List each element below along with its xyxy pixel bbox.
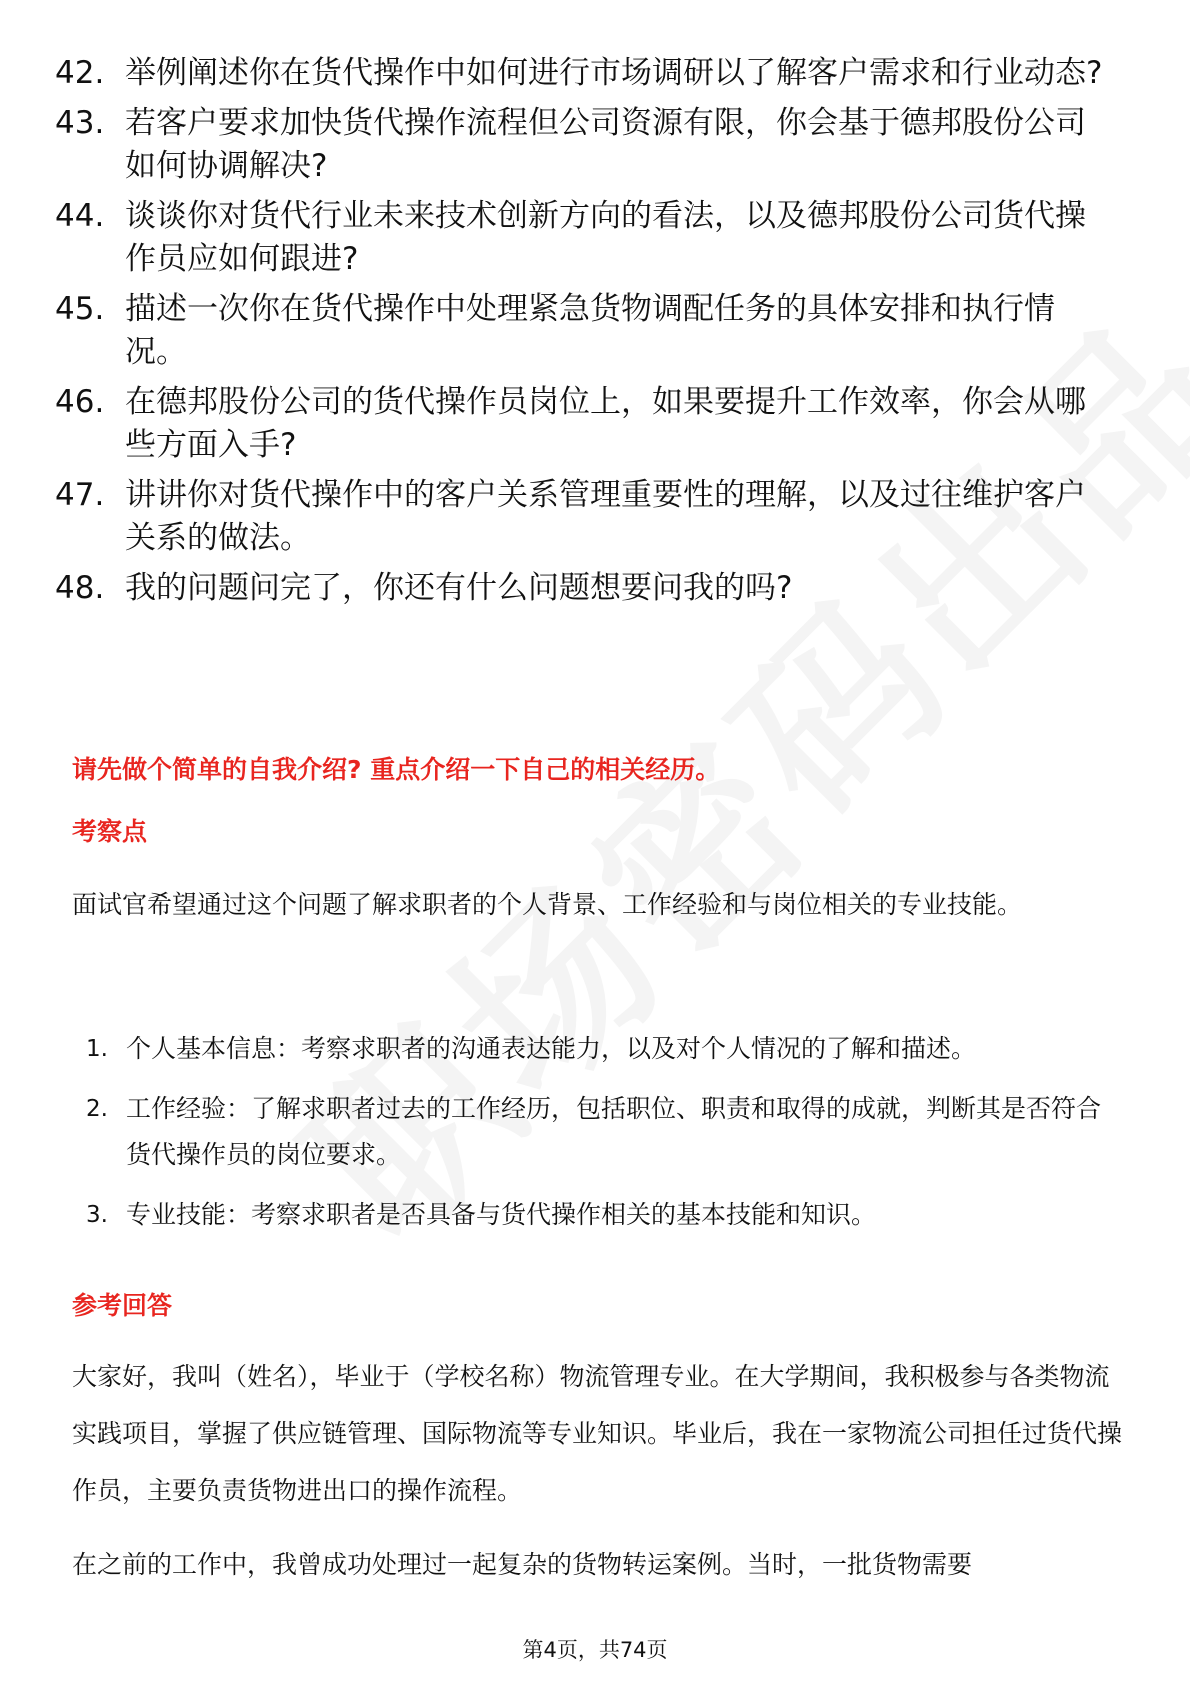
list-item — [55, 195, 1115, 281]
question-number: 48. — [55, 570, 105, 606]
list-item — [55, 288, 1115, 374]
list-item — [72, 1192, 1122, 1238]
question-number: 42. — [55, 55, 105, 91]
answer-paragraph-2: 在之前的工作中，我曾成功处理过一起复杂的货物转运案例。当时，一批货物需要 — [72, 1550, 973, 1579]
list-item — [55, 381, 1115, 467]
section-label-focus: 考察点 — [72, 817, 148, 846]
item-text: 个人基本信息：考察求职者的沟通表达能力，以及对个人情况的了解和描述。 — [126, 1034, 977, 1063]
highlight-question: 请先做个简单的自我介绍? 重点介绍一下自己的相关经历。 — [72, 755, 721, 784]
item-text: 工作经验：了解求职者过去的工作经历，包括职位、职责和取得的成就，判断其是否符合货代操作员的岗位要求。 — [126, 1094, 1102, 1169]
question-text: 描述一次你在货代操作中处理紧急货物调配任务的具体安排和执行情况。 — [125, 291, 1055, 370]
question-list — [55, 52, 1115, 617]
focus-point-list — [72, 1026, 1122, 1252]
question-text: 举例阐述你在货代操作中如何进行市场调研以了解客户需求和行业动态? — [125, 55, 1103, 91]
question-number: 44. — [55, 198, 105, 234]
item-number: 2. — [86, 1096, 108, 1122]
question-text: 在德邦股份公司的货代操作员岗位上，如果要提升工作效率，你会从哪些方面入手? — [125, 384, 1086, 463]
page-footer: 第4页，共74页 — [522, 1638, 668, 1662]
question-text: 我的问题问完了，你还有什么问题想要问我的吗? — [125, 570, 793, 606]
question-text: 若客户要求加快货代操作流程但公司资源有限，你会基于德邦股份公司如何协调解决? — [125, 105, 1086, 184]
answer-paragraph-1: 大家好，我叫（姓名），毕业于（学校名称）物流管理专业。在大学期间，我积极参与各类物流实践项目，掌握了供应链管理、国际物流等专业知识。毕业后，我在一家物流公司担任过货代操作员，主要负责货物进出口的操作流程。 — [72, 1362, 1123, 1505]
question-number: 46. — [55, 384, 105, 420]
question-number: 47. — [55, 477, 105, 513]
list-item — [72, 1026, 1122, 1072]
item-number: 1. — [86, 1036, 108, 1062]
section-label-answer: 参考回答 — [72, 1291, 173, 1320]
question-number: 43. — [55, 105, 105, 141]
question-number: 45. — [55, 291, 105, 327]
item-text: 专业技能：考察求职者是否具备与货代操作相关的基本技能和知识。 — [126, 1200, 877, 1229]
section-intro: 面试官希望通过这个问题了解求职者的个人背景、工作经验和与岗位相关的专业技能。 — [72, 890, 1023, 919]
question-text: 讲讲你对货代操作中的客户关系管理重要性的理解，以及过往维护客户关系的做法。 — [125, 477, 1086, 556]
question-text: 谈谈你对货代行业未来技术创新方向的看法，以及德邦股份公司货代操作员应如何跟进? — [125, 198, 1086, 277]
list-item — [55, 102, 1115, 188]
list-item — [55, 52, 1115, 95]
item-number: 3. — [86, 1202, 108, 1228]
list-item — [55, 567, 1115, 610]
list-item — [55, 474, 1115, 560]
list-item — [72, 1086, 1122, 1178]
